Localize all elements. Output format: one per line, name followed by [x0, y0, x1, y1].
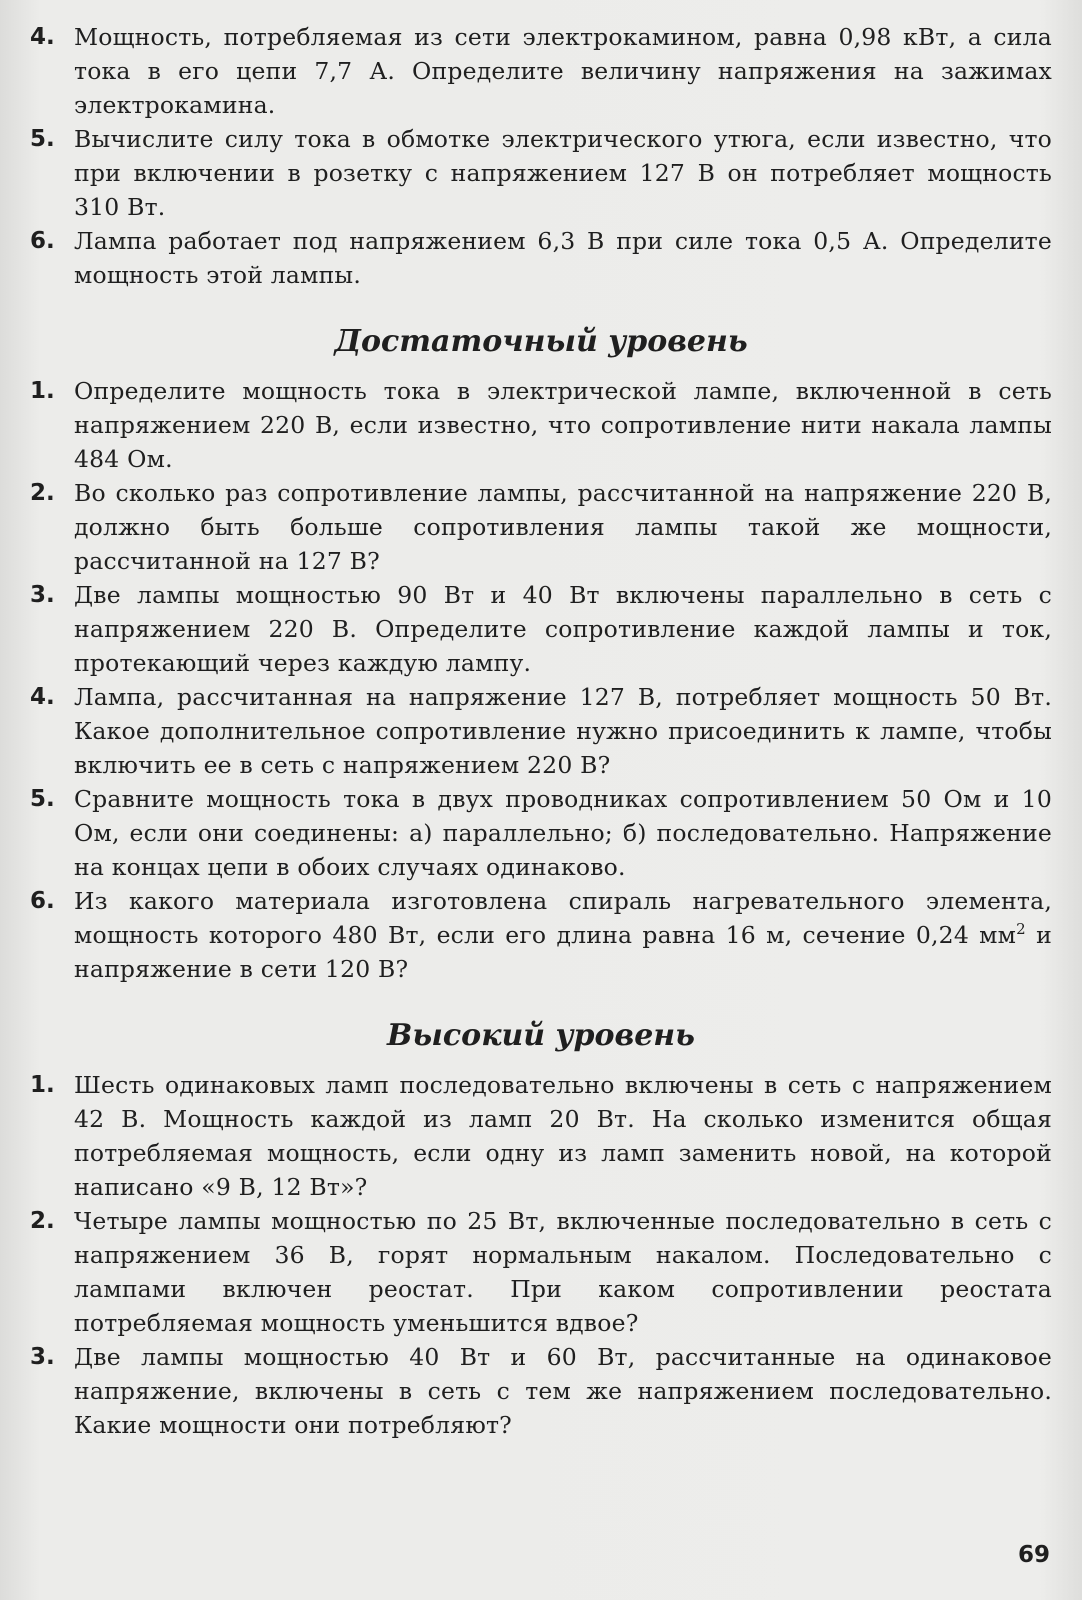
problem-number: 4.	[30, 684, 55, 710]
superscript: 2	[1016, 920, 1026, 939]
section-heading-sufficient: Достаточный уровень	[334, 324, 748, 359]
problem-text	[74, 884, 1052, 986]
section-heading-high: Высокий уровень	[387, 1018, 695, 1053]
problem-text: Шесть одинаковых ламп последовательно включены в сеть с напряжением 42 В. Мощность каждой из ламп 20 Вт. На сколько изменится общая потребляемая мощность, если одну из ламп заменить новой, на которой написано «9 В, 12 Вт»?	[74, 1071, 1052, 1201]
sufficient-problem-4	[30, 680, 1052, 782]
problem-text: Сравните мощность тока в двух проводниках сопротивлением 50 Ом и 10 Ом, если они соединены: а) параллельно; б) последовательно. Напряжение на концах цепи в обоих случаях одинаково.	[74, 785, 1052, 881]
problem-number: 5.	[30, 126, 55, 152]
problem-number: 6.	[30, 228, 55, 254]
high-problem-2	[30, 1204, 1052, 1340]
problem-text: Вычислите силу тока в обмотке электрического утюга, если известно, что при включении в розетку с напряжением 127 В он потребляет мощность 310 Вт.	[74, 125, 1052, 221]
problem-number: 6.	[30, 888, 55, 914]
high-problem-3	[30, 1340, 1052, 1442]
problem-number: 5.	[30, 786, 55, 812]
page-content	[30, 20, 1052, 1442]
problem-number: 2.	[30, 1208, 55, 1234]
problem-text: Две лампы мощностью 40 Вт и 60 Вт, рассчитанные на одинаковое напряжение, включены в сеть с тем же напряжением последовательно. Какие мощности они потребляют?	[74, 1343, 1052, 1439]
sufficient-problem-1	[30, 374, 1052, 476]
problem-text: Четыре лампы мощностью по 25 Вт, включенные последовательно в сеть с напряжением 36 В, горят нормальным накалом. Последовательно с лампами включен реостат. При каком сопротивлении реостата потребляемая мощность уменьшится вдвое?	[74, 1207, 1052, 1337]
problem-text: Определите мощность тока в электрической лампе, включенной в сеть напряжением 220 В, если известно, что сопротивление нити накала лампы 484 Ом.	[74, 377, 1052, 473]
problem-number: 4.	[30, 24, 55, 50]
problem-text: Лампа работает под напряжением 6,3 В при силе тока 0,5 А. Определите мощность этой лампы.	[74, 227, 1052, 289]
sufficient-problem-3	[30, 578, 1052, 680]
problem-text: Лампа, рассчитанная на напряжение 127 В, потребляет мощность 50 Вт. Какое дополнительное сопротивление нужно присоединить к лампе, чтобы включить ее в сеть с напряжением 220 В?	[74, 683, 1052, 779]
problem-number: 1.	[30, 1072, 55, 1098]
problem-number: 2.	[30, 480, 55, 506]
problem-text-part: и напряжение в сети 120 В?	[74, 921, 1052, 983]
intro-problem-4	[30, 20, 1052, 122]
page-number: 69	[1017, 1542, 1050, 1568]
sufficient-problem-5	[30, 782, 1052, 884]
problem-number: 3.	[30, 1344, 55, 1370]
problem-text-part: Из какого материала изготовлена спираль нагревательного элемента, мощность которого 480 Вт, если его длина равна 16 м, сечение 0,24 мм	[74, 887, 1052, 949]
problem-text: Две лампы мощностью 90 Вт и 40 Вт включены параллельно в сеть с напряжением 220 В. Определите сопротивление каждой лампы и ток, протекающий через каждую лампу.	[74, 581, 1052, 677]
problem-number: 1.	[30, 378, 55, 404]
problem-text: Во сколько раз сопротивление лампы, рассчитанной на напряжение 220 В, должно быть больше сопротивления лампы такой же мощности, рассчитанной на 127 В?	[74, 479, 1052, 575]
intro-problem-6	[30, 224, 1052, 292]
problem-text: Мощность, потребляемая из сети электрокамином, равна 0,98 кВт, а сила тока в его цепи 7,7 А. Определите величину напряжения на зажимах электрокамина.	[74, 23, 1052, 119]
intro-problem-5	[30, 122, 1052, 224]
sufficient-problem-2	[30, 476, 1052, 578]
problem-number: 3.	[30, 582, 55, 608]
high-problem-1	[30, 1068, 1052, 1204]
sufficient-problem-6	[30, 884, 1052, 986]
